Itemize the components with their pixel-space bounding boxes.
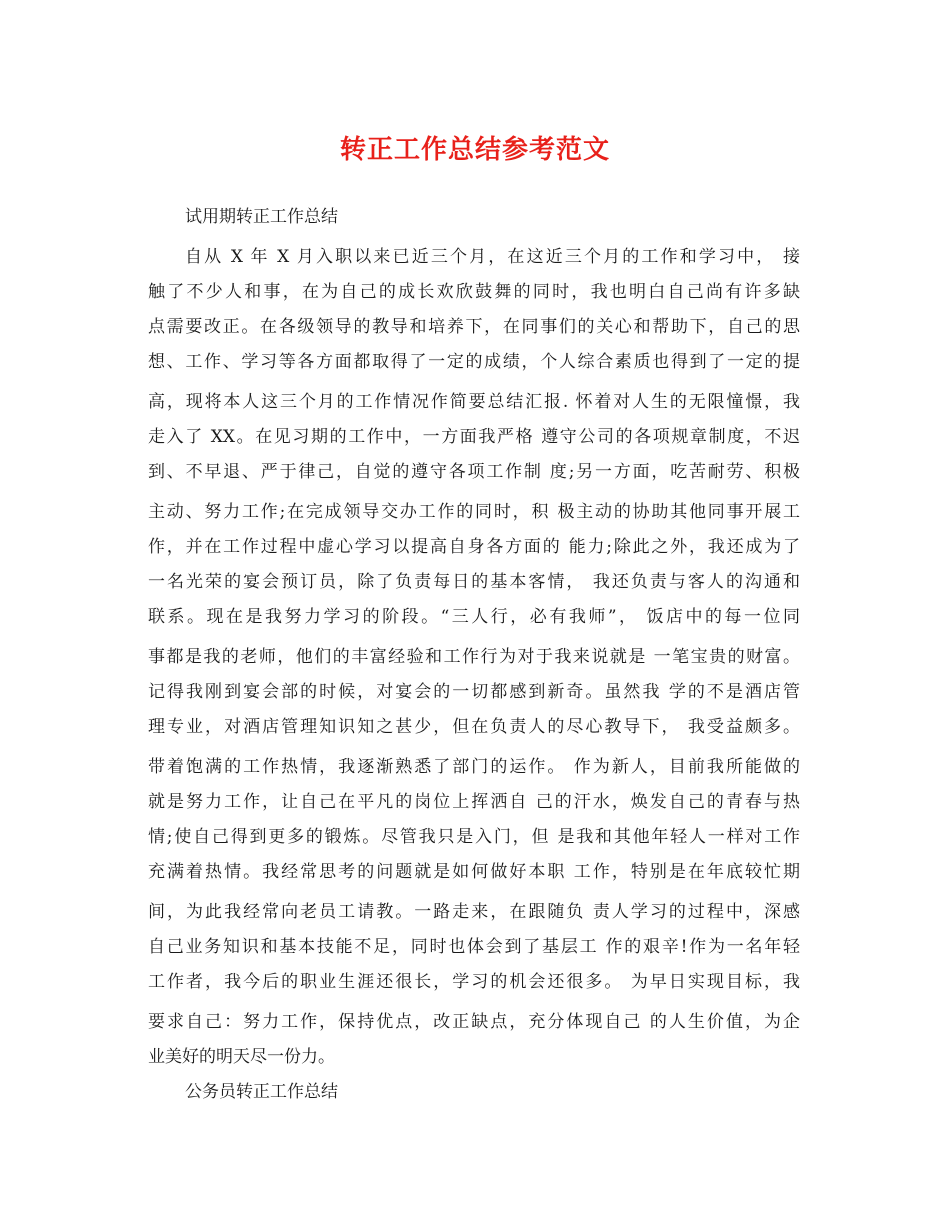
paragraph-line: 间，为此我经常向老员工请教。一路走来，在跟随负 责人学习的过程中，深感	[148, 902, 800, 922]
paragraph-line: 走入了 XX。在见习期的工作中，一方面我严格 遵守公司的各项规章制度，不迟	[148, 427, 800, 447]
paragraph-line: 联系。现在是我努力学习的阶段。“三人行，必有我师”， 饭店中的每一位同	[148, 607, 800, 627]
paragraph-line: 充满着热情。我经常思考的问题就是如何做好本职 工作，特别是在年底较忙期	[148, 862, 800, 882]
paragraph-line: 高，现将本人这三个月的工作情况作简要总结汇报. 怀着对人生的无限憧憬，我	[148, 392, 800, 412]
paragraph-line: 事都是我的老师，他们的丰富经验和工作行为对于我来说就是 一笔宝贵的财富。	[148, 647, 800, 667]
paragraph-line: 点需要改正。在各级领导的教导和培养下，在同事们的关心和帮助下，自己的思	[148, 317, 800, 337]
paragraph-line: 情;使自己得到更多的锻炼。尽管我只是入门，但 是我和其他年轻人一样对工作	[148, 827, 800, 847]
paragraph-line: 要求自己：努力工作，保持优点，改正缺点，充分体现自己 的人生价值，为企	[148, 1012, 800, 1032]
paragraph-line: 工作者，我今后的职业生涯还很长，学习的机会还很多。 为早日实现目标，我	[148, 972, 800, 992]
section-heading-civil-servant: 公务员转正工作总结	[185, 1082, 338, 1102]
section-heading-probation: 试用期转正工作总结	[185, 207, 338, 227]
paragraph-line: 自从 X 年 X 月入职以来已近三个月，在这近三个月的工作和学习中， 接	[185, 247, 800, 267]
paragraph-line: 带着饱满的工作热情，我逐渐熟悉了部门的运作。 作为新人，目前我所能做的	[148, 757, 800, 777]
paragraph-line: 作，并在工作过程中虚心学习以提高自身各方面的 能力;除此之外，我还成为了	[148, 537, 800, 557]
paragraph-line: 想、工作、学习等各方面都取得了一定的成绩，个人综合素质也得到了一定的提	[148, 352, 800, 372]
paragraph-line: 就是努力工作，让自己在平凡的岗位上挥洒自 己的汗水，焕发自己的青春与热	[148, 792, 800, 812]
paragraph-line: 业美好的明天尽一份力。	[148, 1047, 335, 1067]
paragraph-line: 自己业务知识和基本技能不足，同时也体会到了基层工 作的艰辛!作为一名年轻	[148, 937, 800, 957]
paragraph-line: 记得我刚到宴会部的时候，对宴会的一切都感到新奇。虽然我 学的不是酒店管	[148, 682, 800, 702]
document-title: 转正工作总结参考范文	[339, 135, 610, 165]
paragraph-line: 一名光荣的宴会预订员，除了负责每日的基本客情， 我还负责与客人的沟通和	[148, 572, 800, 592]
paragraph-line: 触了不少人和事，在为自己的成长欢欣鼓舞的同时，我也明白自己尚有许多缺	[148, 282, 800, 302]
paragraph-line: 到、不早退、严于律己，自觉的遵守各项工作制 度;另一方面，吃苦耐劳、积极	[148, 462, 800, 482]
paragraph-line: 理专业，对酒店管理知识知之甚少，但在负责人的尽心教导下， 我受益颇多。	[148, 717, 800, 737]
paragraph-line: 主动、努力工作;在完成领导交办工作的同时，积 极主动的协助其他同事开展工	[148, 502, 800, 522]
